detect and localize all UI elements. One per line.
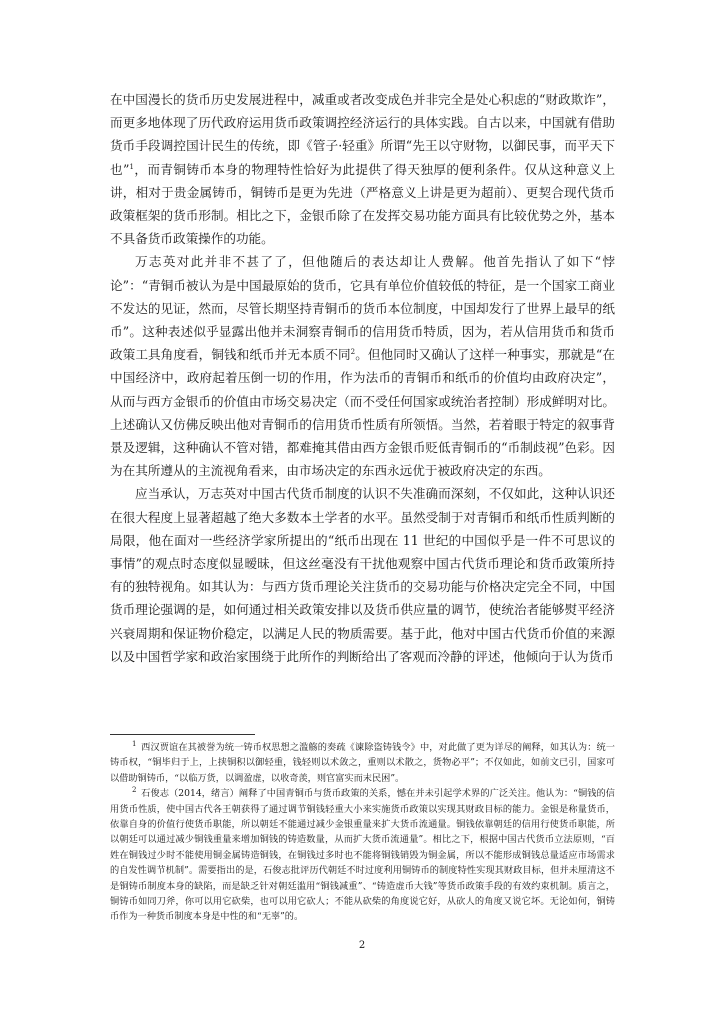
paragraph-3: 应当承认，万志英对中国古代货币制度的认识不失准确而深刻，不仅如此，这种认识还在很大程度上显著超越了绝大多数本土学者的水平。虽然受制于对青铜币和纸币性质判断的局限，他在面对一些经济学家所提出的“纸币出现在 11 世纪的中国似乎是一件不可思议的事情”的观点时态度似显暧昧，但这丝毫没有干扰他观察中国古代货币理论和货币政策所持有的独特视角。如其认为：与西方货币理论关注货币的交易功能与价格决定完全不同，中国货币理论强调的是，如何通过相关政策安排以及货币供应量的调节，使统治者能够熨平经济兴衰周期和保证物价稳定，以满足人民的物质需要。基于此，他对中国古代货币价值的来源以及中国哲学家和政治家围绕于此所作的判断给出了客观而冷静的评述，他倾向于认为货币 [110, 486, 615, 664]
page-number: 2 [358, 940, 366, 951]
footnote-separator [110, 734, 255, 735]
footnote-ref-1[interactable]: 1 [129, 162, 134, 171]
main-text [110, 88, 615, 668]
footnotes [110, 740, 615, 925]
footnote-2: $^2$ 石俊志（2014，绪言）阐释了中国青铜币与货币政策的关系，憾在并未引起学术界的广泛关注。他认为：“铜钱的信用货币性质，使中国古代各王朝获得了通过调节铜钱轻重大小来实施货币政策以实现其财政目标的能力。金银是称量货币，依靠自身的价值行使货币职能，所以朝廷不能通过减少金银重量来扩大货币流通量。铜钱依靠朝廷的信用行使货币职能，所以朝廷可以通过减少铜钱重量来增加铜钱的铸造数量，从而扩大货币流通量”。相比之下，根据中国古代货币立法原则，“百姓在铜钱过少时不能使用铜金属铸造铜钱，在铜钱过多时也不能将铜钱销毁为铜金属，所以不能形成铜钱总量适应市场需求的自发性调节机制”。需要指出的是，石俊志批评历代朝廷不时过度利用铜铸币的制度特性实现其财政目标，但并未厘清这不是铜铸币制度本身的缺陷，而是缺乏针对朝廷滥用“铜钱减重”、“铸造虚币大钱”等货币政策手段的有效约束机制。质言之，铜铸币如同刀斧，你可以用它砍柴，也可以用它砍人；不能从砍柴的角度说它好，从砍人的角度又说它坏。无论如何，铜铸币作为一种货币制度本身是中性的和“无辜”的。 [110, 786, 615, 923]
footnote-1: $^1$ 西汉贾谊在其被誉为统一铸币权思想之滥觞的奏疏《谏除盗铸钱令》中，对此做了更为详尽的阐释，如其认为：统一铸币权，“铜毕归于上，上挟铜积以御轻重，钱轻则以术敛之，重则以术散之，货物必平”；不仅如此，如前文已引，国家可以借助铜铸币，“以临万货，以调盈虚，以收奇羡，则官富实而末民困”。 [110, 739, 615, 784]
paragraph-2: 万志英对此并非不甚了了，但他随后的表达却让人费解。他首先指认了如下“悖论”：“青铜币被认为是中国最原始的货币，它具有单位价值较低的特征，是一个国家工商业不发达的见证，然而，尽管长期坚持青铜币的货币本位制度，中国却发行了世界上最早的纸币”。这种表述似乎显露出他并未洞察青铜币的信用货币特质，因为，若从信用货币和货币政策工具角度看，铜钱和纸币并无本质不同$^2$。但他同时又确认了这样一种事实，那就是“在中国经济中，政府起着压倒一切的作用，作为法币的青铜币和纸币的价值均由政府决定”，从而与西方金银币的价值由市场交易决定（而不受任何国家或统治者控制）形成鲜明对比。上述确认又仿佛反映出他对青铜币的信用货币性质有所领悟。当然，若着眼于特定的叙事背景及逻辑，这种确认不管对错，都难掩其借由西方金银币贬低青铜币的“币制歧视”色彩。因为在其所遵从的主流视角看来，由市场决定的东西永远优于被政府决定的东西。 [110, 254, 615, 479]
footnote-mark-2: 2 [132, 786, 137, 795]
paragraph-1: 在中国漫长的货币历史发展进程中，减重或者改变成色并非完全是处心积虑的“财政欺诈”，而更多地体现了历代政府运用货币政策调控经济运行的具体实践。自古以来，中国就有借助货币手段调控国计民生的传统，即《管子·轻重》所谓“先王以守财物，以御民事，而平天下也”$^1$，而青铜铸币本身的物理特性恰好为此提供了得天独厚的便利条件。仅从这种意义上讲，相对于贵金属铸币，铜铸币是更为先进（严格意义上讲是更为超前）、更契合现代货币政策框架的货币形制。相比之下，金银币除了在发挥交易功能方面具有比较优势之外，基本不具备货币政策操作的功能。 [110, 92, 615, 247]
footnote-mark-1: 1 [132, 739, 137, 748]
footnote-ref-2[interactable]: 2 [350, 348, 356, 357]
